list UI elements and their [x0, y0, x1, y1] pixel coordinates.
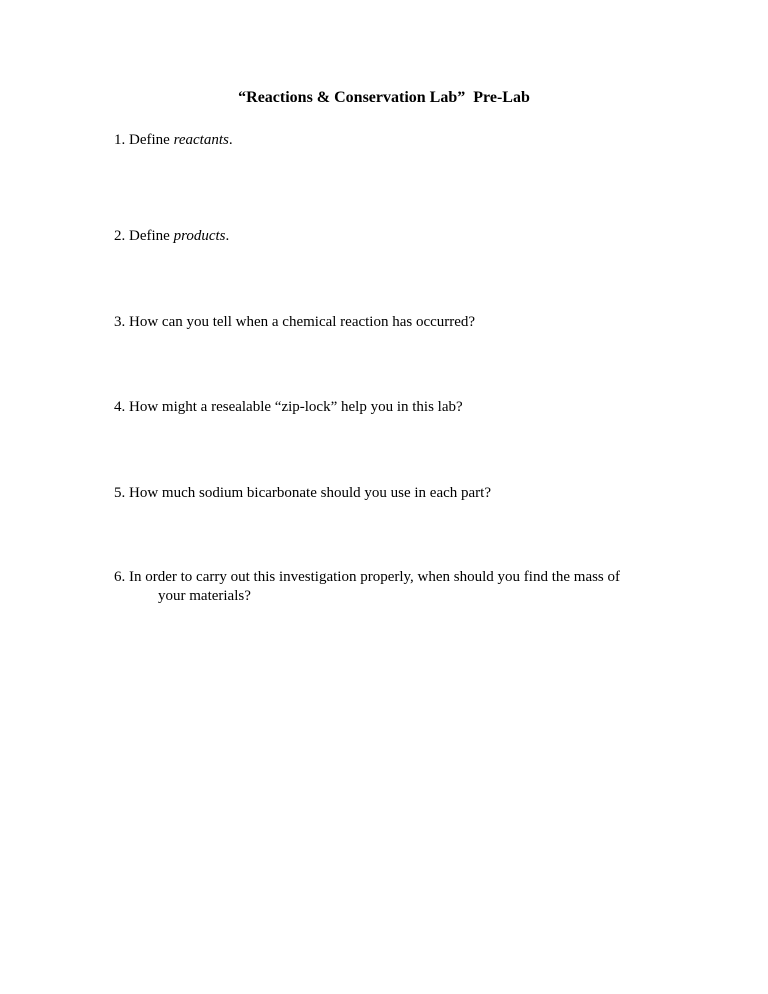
question-4	[114, 398, 674, 417]
question-term: products	[173, 228, 226, 244]
question-number: 2.	[114, 228, 126, 244]
question-text: Define	[129, 228, 174, 244]
question-text: How much sodium bicarbonate should you use in each part?	[129, 485, 491, 501]
question-number: 1.	[114, 132, 126, 148]
question-line-continued: your materials?	[158, 588, 251, 604]
question-text: How might a resealable “zip-lock” help you in this lab?	[129, 399, 463, 415]
question-2	[114, 227, 674, 246]
question-number: 3.	[114, 314, 126, 330]
question-term: reactants	[173, 132, 229, 148]
question-end: .	[228, 132, 233, 148]
question-1	[114, 131, 674, 150]
question-number: 5.	[114, 485, 126, 501]
question-text: In order to carry out this investigation properly, when should you find the mass of	[129, 569, 621, 585]
question-end: .	[225, 228, 230, 244]
question-5	[114, 484, 674, 503]
question-text: Define	[129, 132, 174, 148]
question-number: 4.	[114, 399, 126, 415]
page-title: “Reactions & Conservation Lab” Pre-Lab	[238, 89, 530, 106]
question-3	[114, 313, 674, 332]
question-number: 6.	[114, 569, 126, 585]
question-6	[114, 568, 674, 606]
question-text: How can you tell when a chemical reaction has occurred?	[129, 314, 476, 330]
question-line	[114, 568, 674, 587]
